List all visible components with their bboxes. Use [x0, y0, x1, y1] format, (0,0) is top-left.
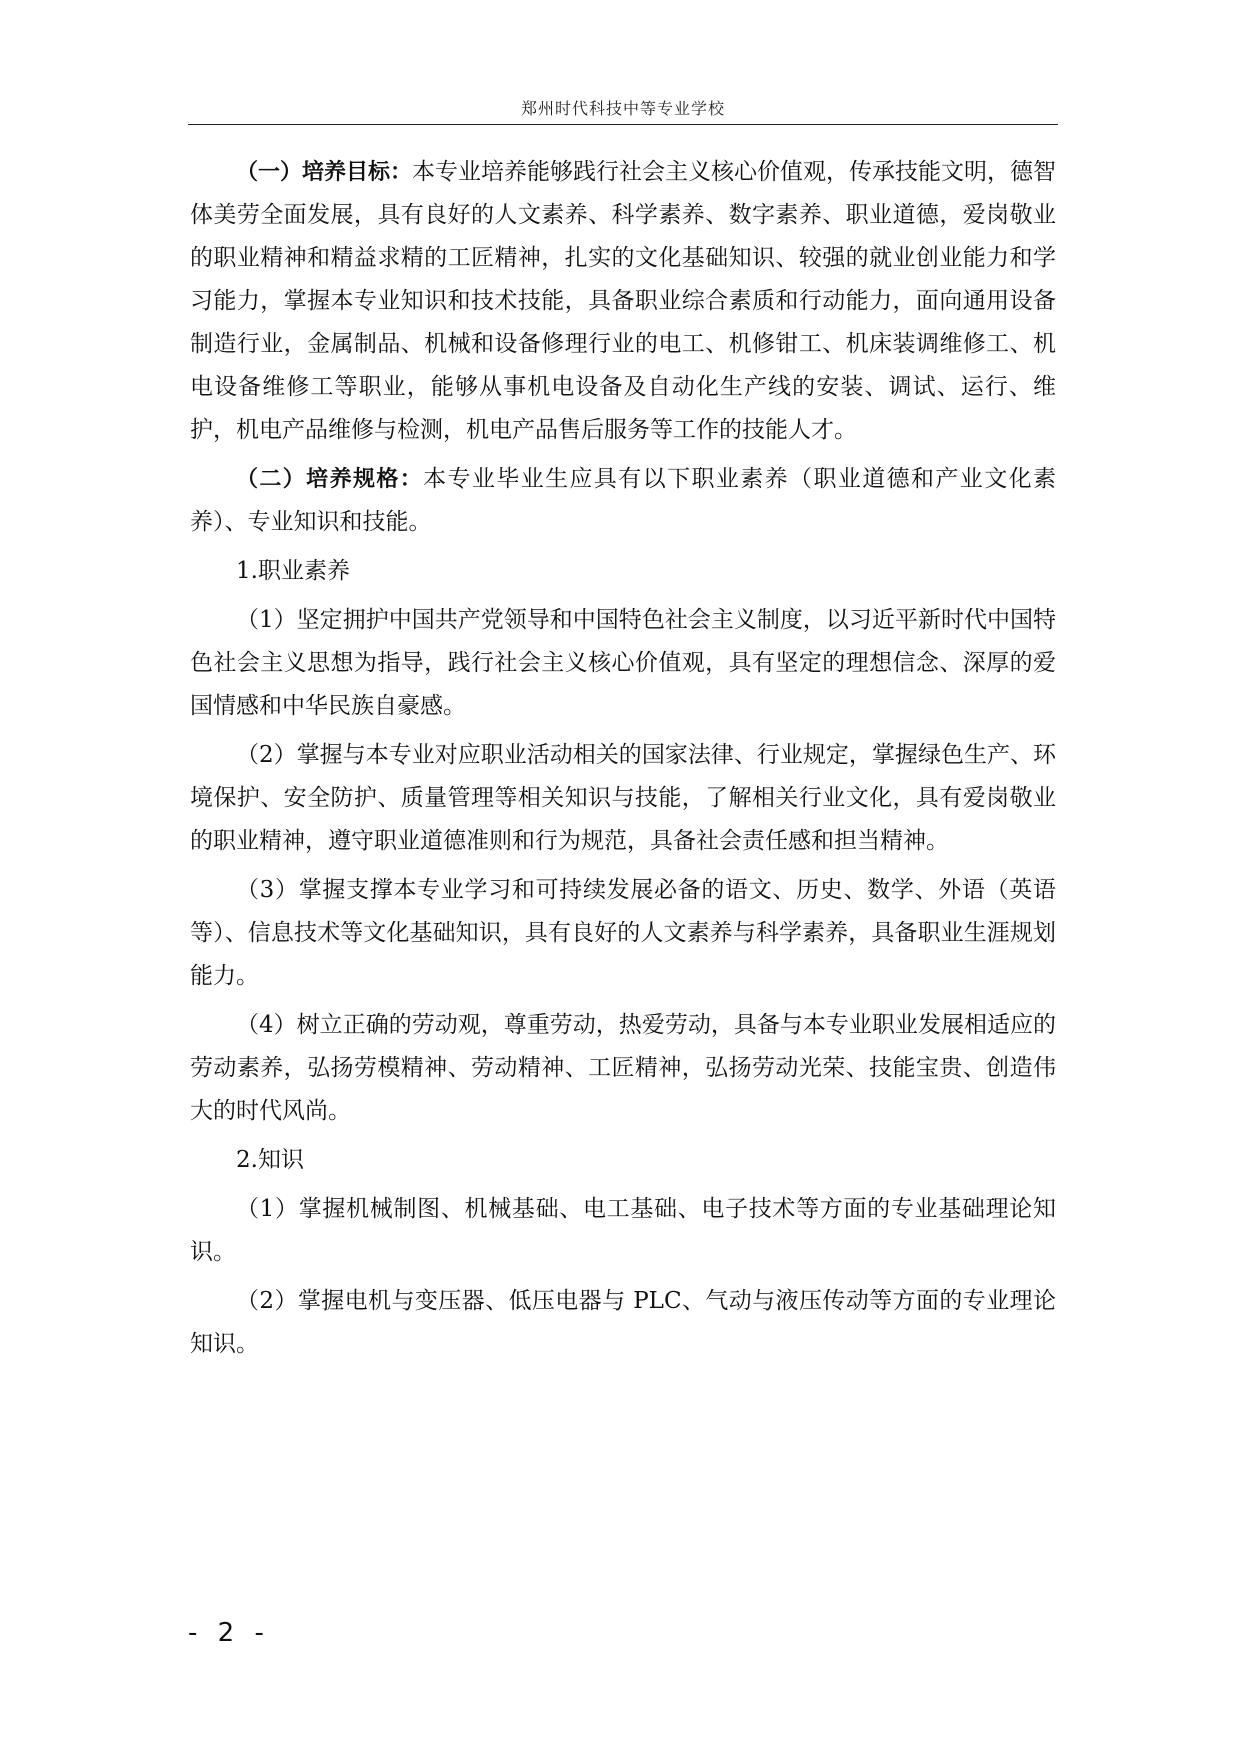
- training-goal-paragraph: [190, 151, 1056, 452]
- page-header: 郑州时代科技中等专业学校: [520, 99, 725, 118]
- list-item: （2）掌握电机与变压器、低压电器与 PLC、气动与液压传动等方面的专业理论知识。: [190, 1288, 1056, 1357]
- training-goal-text: 本专业培养能够践行社会主义核心价值观，传承技能文明，德智体美劳全面发展，具有良好的人文素养、科学素养、数字素养、职业道德，爱岗敬业的职业精神和精益求精的工匠精神，扎实的文化基础知识、较强的就业创业能力和学习能力，掌握本专业知识和技术技能，具备职业综合素质和行动能力，面向通用设备制造行业，金属制品、机械和设备修理行业的电工、机修钳工、机床装调维修工、机电设备维修工等职业，能够从事机电设备及自动化生产线的安装、调试、运行、维护，机电产品维修与检测，机电产品售后服务等工作的技能人才。: [190, 159, 1057, 443]
- list-item: （1）掌握机械制图、机械基础、电工基础、电子技术等方面的专业基础理论知识。: [190, 1196, 1056, 1265]
- training-spec-text: 本专业毕业生应具有以下职业素养（职业道德和产业文化素养）、专业知识和技能。: [190, 466, 1056, 535]
- subsection-title-professional-quality: 1.职业素养: [236, 558, 350, 584]
- subsection-title-knowledge: 2.知识: [236, 1147, 304, 1173]
- list-item: （3）掌握支撑本专业学习和可持续发展必备的语文、历史、数学、外语（英语等）、信息技术等文化基础知识，具有良好的人文素养与科学素养，具备职业生涯规划能力。: [190, 877, 1056, 989]
- training-goal-heading: （一）培养目标：: [236, 160, 413, 185]
- page-number: - 2 -: [188, 1618, 270, 1648]
- list-item: （2）掌握与本专业对应职业活动相关的国家法律、行业规定，掌握绿色生产、环境保护、安全防护、质量管理等相关知识与技能，了解相关行业文化，具有爱岗敬业的职业精神，遵守职业道德准则和行为规范，具备社会责任感和担当精神。: [190, 742, 1056, 854]
- training-spec-paragraph: [190, 458, 1056, 544]
- list-item: （4）树立正确的劳动观，尊重劳动，热爱劳动，具备与本专业职业发展相适应的劳动素养，弘扬劳模精神、劳动精神、工匠精神，弘扬劳动光荣、技能宝贵、创造伟大的时代风尚。: [190, 1012, 1056, 1124]
- list-item: （1）坚定拥护中国共产党领导和中国特色社会主义制度，以习近平新时代中国特色社会主义思想为指导，践行社会主义核心价值观，具有坚定的理想信念、深厚的爱国情感和中华民族自豪感。: [190, 607, 1056, 719]
- training-spec-heading: （二）培养规格：: [236, 467, 424, 492]
- header-divider: [188, 124, 1058, 125]
- document-body: [190, 151, 1056, 1372]
